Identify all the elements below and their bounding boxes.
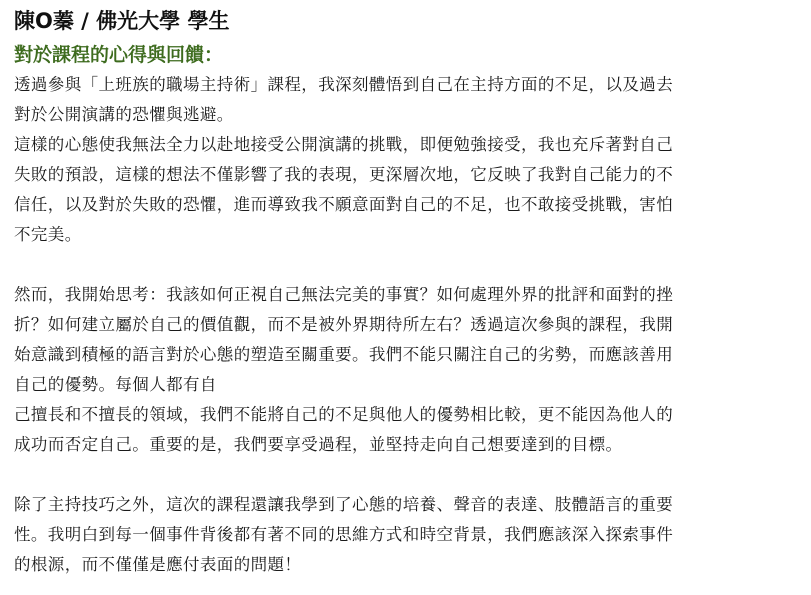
paragraph-line: 不完美。 (14, 225, 82, 244)
paragraph-line: 性。我明白到每一個事件背後都有著不同的思維方式和時空背景，我們應該深入探索事件 (14, 525, 674, 544)
paragraph-line: 成功而否定自己。重要的是，我們要享受過程，並堅持走向自己想要達到的目標。 (14, 435, 623, 454)
section-title: 對於課程的心得與回饋： (14, 44, 224, 66)
paragraph-line: 除了主持技巧之外，這次的課程還讓我學到了心態的培養、聲音的表達、肢體語言的重要 (14, 495, 674, 514)
paragraph-line: 己擅長和不擅長的領域，我們不能將自己的不足與他人的優勢相比較，更不能因為他人的 (14, 405, 674, 424)
paragraph-spacer (14, 460, 764, 490)
testimonial-document (14, 6, 764, 580)
paragraph-line: 始意識到積極的語言對於心態的塑造至關重要。我們不能只關注自己的劣勢，而應該善用 (14, 345, 674, 364)
paragraph-1 (14, 70, 764, 250)
paragraph-line: 然而，我開始思考：我該如何正視自己無法完美的事實？如何處理外界的批評和面對的挫 (14, 285, 674, 304)
paragraph-line: 信任，以及對於失敗的恐懼，進而導致我不願意面對自己的不足，也不敢接受挑戰，害怕 (14, 195, 674, 214)
paragraph-2 (14, 280, 764, 460)
paragraph-line: 失敗的預設，這樣的想法不僅影響了我的表現，更深層次地，它反映了我對自己能力的不 (14, 165, 674, 184)
paragraph-line: 自己的優勢。每個人都有自 (14, 375, 217, 394)
paragraph-line: 透過參與「上班族的職場主持術」課程，我深刻體悟到自己在主持方面的不足，以及過去 (14, 75, 674, 94)
paragraph-line: 的根源，而不僅僅是應付表面的問題！ (14, 555, 302, 574)
paragraph-3 (14, 490, 764, 580)
paragraph-line: 這樣的心態使我無法全力以赴地接受公開演講的挑戰，即便勉強接受，我也充斥著對自己 (14, 135, 674, 154)
paragraph-line: 對於公開演講的恐懼與逃避。 (14, 105, 234, 124)
author-line: 陳O蓁 / 佛光大學 學生 (14, 9, 230, 33)
paragraph-line: 折？如何建立屬於自己的價值觀，而不是被外界期待所左右？透過這次參與的課程，我開 (14, 315, 674, 334)
paragraph-spacer (14, 250, 764, 280)
